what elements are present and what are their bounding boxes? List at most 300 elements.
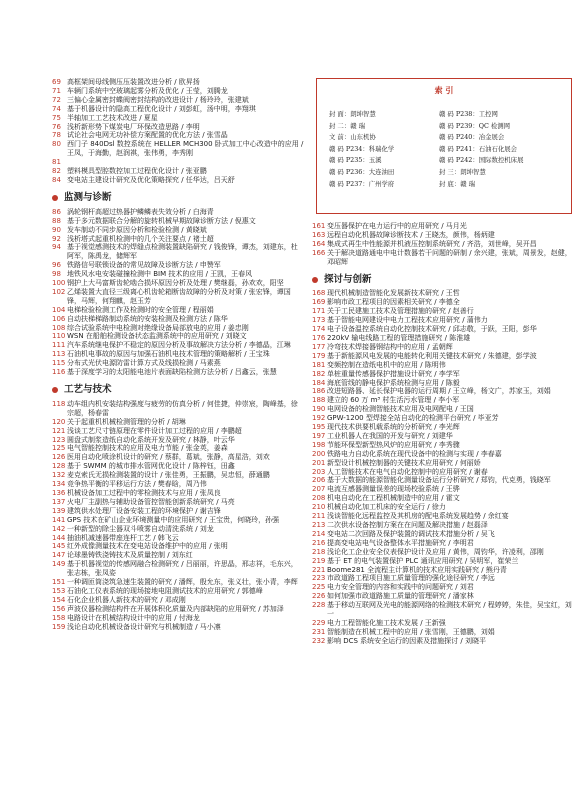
page-number: 72 (52, 95, 61, 104)
page-number: 232 (312, 636, 326, 645)
page-number: 198 (312, 440, 326, 449)
article-title: 新型设计机械控制器的关键技术应用研究 / 何丽娇 (327, 458, 481, 467)
list-item (52, 105, 304, 114)
list-item (52, 489, 304, 498)
page-number: 229 (312, 618, 326, 627)
page-number: 108 (52, 323, 66, 332)
page-number: 195 (312, 423, 326, 432)
page-number: 123 (52, 435, 66, 444)
list-item (312, 370, 574, 379)
page-number: 184 (312, 378, 326, 387)
list-item (52, 560, 304, 578)
index-entry: 赣 码 P242：国际数控机床展 (439, 156, 524, 165)
article-title: 浅论自动化机械设备设计研究与机械制造 / 马小凛 (67, 622, 221, 631)
page-number: 190 (312, 405, 326, 414)
article-title: 电力工程智能化施工技术发展 / 王新强 (327, 618, 446, 627)
bullet-icon (52, 387, 58, 393)
article-title: 基于新能源风电发展的电能转化利用关键技术研究 / 朱德建，彭学波 (327, 351, 537, 360)
article-title: 车辆门系统中空玻璃起雾分析及优化 / 王莹，刘腾龙 (67, 86, 228, 95)
list-item (52, 341, 304, 350)
page-number: 225 (312, 583, 326, 592)
index-entry: 文 前：山东机协 (329, 133, 376, 142)
page-number: 161 (312, 222, 326, 230)
list-item (52, 368, 304, 377)
list-innovation (312, 289, 574, 645)
list-item (52, 480, 304, 489)
list-item (52, 525, 304, 534)
page-number: 120 (52, 417, 66, 426)
article-title: 发车制动不同步原因分析和检验检测 / 黄晓斌 (67, 225, 207, 234)
page-number: 223 (312, 574, 326, 583)
article-title: 一种调匝筒浇筑急速生装置的研究 / 潘辉，殷允东，张义壮，张小青，李辉 (67, 578, 298, 587)
list-item (312, 396, 574, 405)
list-item (312, 557, 574, 566)
list-item (52, 507, 304, 516)
article-title: 塑料模具型腔数控加工过程优化设计 / 张亚鹏 (67, 167, 207, 176)
page-number: 208 (312, 494, 326, 503)
page-number: 169 (312, 298, 326, 307)
page-number: 132 (52, 471, 66, 480)
list-item (52, 453, 304, 462)
page-number: 176 (312, 333, 326, 342)
list-item (312, 583, 574, 592)
list-item (52, 315, 304, 324)
page-number: 121 (52, 426, 66, 435)
article-title: 抽油机减速器带座连杆工艺 / 韩飞云 (67, 533, 179, 542)
article-title: 动车组内机安装结构强度与疲劳的仿真分析 / 何佳捷，仲崇宸，陶峰基，徐宗超，杨春雷 (67, 399, 298, 417)
page-number: 111 (52, 341, 66, 350)
right-column (312, 222, 574, 646)
article-title: 高框架间母线侧压压装置改进分析 / 欧昇扬 (67, 78, 200, 86)
page-number: 179 (312, 351, 326, 360)
list-item (52, 418, 304, 427)
article-title: 火电厂主副热与辅助设备管控智能创新系统研究 / 马亮 (67, 497, 235, 506)
list-item (312, 601, 574, 619)
index-entry: 封 底：赣 瑞 (439, 179, 476, 188)
list-item (52, 261, 304, 270)
article-title: 石化企业机器人新技术的研究 / 邓成刚 (67, 595, 186, 604)
list-item (52, 444, 304, 453)
list-item (52, 427, 304, 436)
index-entry: 封 二：赣 瑞 (329, 121, 366, 130)
page-number: 76 (52, 122, 61, 131)
page-number: 147 (52, 551, 66, 560)
list-item (52, 78, 304, 87)
list-item (52, 288, 304, 306)
page-number: 158 (52, 613, 66, 622)
article-title: 铁路电力自动化系统在现代设备中的检测与实现 / 李春嘉 (327, 449, 502, 458)
page-number: 213 (312, 521, 326, 529)
list-item (312, 325, 574, 334)
page-number: 128 (52, 462, 66, 471)
article-title: 分布式光伏电源防雷计算方式及线损检测 / 马素燕 (67, 359, 221, 368)
index-entry: 赣 码 P237：广州学府 (329, 179, 395, 188)
list-item (312, 307, 574, 316)
page-number: 219 (312, 556, 326, 565)
list-item (312, 423, 574, 432)
list-item (312, 387, 574, 396)
page-number: 78 (52, 131, 61, 140)
page-number: 214 (312, 529, 326, 538)
article-title: 电梯检验检测工作及检测时的安全管理 / 程丽娟 (67, 305, 214, 314)
article-title: 影响市政工程项目的因素相关研究 / 李德全 (327, 298, 460, 307)
page-number: 207 (312, 485, 326, 494)
list-continued (52, 78, 304, 185)
list-item (52, 400, 304, 418)
list-monitoring (52, 208, 304, 377)
article-title: 现代技术供要机载系统的分析研究 / 李光辉 (327, 423, 460, 432)
list-item (52, 96, 304, 105)
list-item (52, 87, 304, 96)
list-item (312, 494, 574, 503)
list-item (312, 249, 574, 267)
page-number: 139 (52, 506, 66, 515)
list-item (52, 605, 304, 614)
article-title: 电网设备的检测智能技术应用及电网配电 / 王国 (327, 405, 474, 414)
index-entry: 赣 码 P234：科瑞化学 (329, 144, 395, 153)
list-item (52, 243, 304, 261)
article-title: 铁路信号联锁设备的常见故障及诊断方法 / 申赞军 (67, 261, 221, 270)
bullet-icon (312, 277, 318, 283)
section-heading-monitoring: 监测与诊断 (52, 194, 304, 203)
article-title: 乙烯装置大直径三级离心机齿轮箱断齿故障的分析及对策 / 张宏锋，谭国锋，马辉，何翔麒，赵玉芳 (67, 287, 291, 305)
list-item (52, 614, 304, 623)
index-entry: 赣 码 P240：冶金展会 (439, 133, 505, 142)
article-title: 电路设计在机械结构设计中的应用 / 付海龙 (67, 613, 200, 622)
article-title: 基于视觉感测技术的焊缝点检测装置缺陷研究 / 钱俊锋，谭杰，刘建东，杜阿军，陈禹龙，储辉军 (67, 243, 298, 261)
list-item (312, 459, 574, 468)
article-title: 变频控制在造纸电机中的应用 / 陈明伟 (327, 360, 446, 369)
index-row (329, 179, 523, 191)
list-item (52, 359, 304, 368)
list-item (312, 628, 574, 637)
page-number: 156 (52, 604, 66, 613)
article-title: 变电站主建设计研究及优化策略探究 / 任华达，吕天舒 (67, 175, 235, 184)
article-title: 石油化工仪表系统的现场接地电阻测试技术的应用研究 / 郭德峰 (67, 586, 263, 595)
page-number: 188 (312, 396, 326, 405)
page-number: 166 (312, 248, 326, 257)
article-title: 智能制造在机械工程中的应用 / 张雪刚，王德鹏，刘娟 (327, 627, 495, 636)
page-number: 134 (52, 480, 66, 489)
page-number: 100 (52, 279, 66, 288)
page-number: 171 (312, 307, 326, 316)
list-item (52, 462, 304, 471)
article-title: 远程自动化机器故障诊断技术 / 王晓杰，颜伟，杨炳建 (327, 230, 495, 239)
article-title: 浅论化工企业安全仪表保护设计及应用 / 黄伟，周钧华，许凌利，邵刚 (327, 547, 544, 556)
page-number: 96 (52, 261, 61, 270)
article-title: 基于机器视觉的传感网融合检测研究 / 吕丽丽，许思晶，邢志祥，毛东兴，张志栋，张凤姿 (67, 560, 298, 578)
article-title: 西门子 840Dsl 数控系统在 HELLER MCH300 卧式加工中心改造中的应用 / 王凤，于海勤，赵润祺，张伟勇，李秀刚 (67, 140, 304, 158)
article-title: GPS 技术在矿山企业环境测量中的应用研究 / 王宝贵，何晓玲，孙强 (67, 515, 280, 524)
page-number: 216 (312, 538, 326, 547)
article-title: 电流互感器测量误差的现场校验系统 / 王骅 (327, 485, 460, 494)
left-column (52, 78, 304, 631)
page-number: 69 (52, 78, 61, 86)
index-rows (329, 109, 523, 190)
bullet-icon (52, 195, 58, 201)
article-title: 基于机器设计的隐高工程优化设计 / 刘彭虹，汤中明，李翔琪 (67, 104, 256, 113)
list-item (52, 226, 304, 235)
page-number: 226 (312, 592, 326, 601)
page-number: 110 (52, 332, 66, 341)
list-item (52, 176, 304, 185)
page-number: 141 (52, 515, 66, 524)
article-title: 竞争热平衡的平移运行方法 / 樊春晗，周乃伟 (67, 480, 207, 489)
index-entry: 赣 码 P236：大连油田 (329, 167, 395, 176)
article-title: 试论社会电网无功补偿方案配置的优化方法 / 张雪晶 (67, 131, 228, 140)
article-title: 二次供水设备控制方案在在问题及解决措施 / 赵磊泽 (327, 521, 488, 529)
page-number: 181 (312, 360, 326, 369)
article-title: WSN 在船舶检测设备状态监测系统中的应用研究 / 刘晓文 (67, 332, 247, 341)
page-number: 86 (52, 207, 61, 216)
article-title: 集成式再生中性能源并机液压控制系统研究 / 齐浩，刘世峰，吴开昌 (327, 239, 537, 248)
article-title: 现代机械制造智能化发展新技术研究 / 王哲 (327, 289, 460, 298)
index-entry: 赣 码 P238：工控网 (439, 110, 498, 118)
list-process (52, 400, 304, 632)
article-title: 冷弯技术焊接器钢结构中的应用 / 孟朝辉 (327, 342, 453, 351)
page-number: 81 (52, 158, 61, 167)
page-number: 231 (312, 627, 326, 636)
page-number: 90 (52, 225, 61, 234)
article-title: 单桩重量传感器保护措施设计研究 / 李学军 (327, 369, 460, 378)
section-heading-process: 工艺与技术 (52, 386, 304, 395)
page-number: 168 (312, 289, 326, 298)
article-title: 建筑供水处理厂设备安装工程的环境保护 / 谢吉锋 (67, 506, 221, 515)
list-item (52, 542, 304, 551)
article-title: 基于深度学习的太阳能电池片表面缺陷检测方法分析 / 吕鑫云，张慧 (67, 368, 277, 377)
list-item (52, 471, 304, 480)
index-row (329, 167, 523, 179)
article-title: 圆盘式制浆造纸自动化系统开发及研究 / 林静，叶云华 (67, 435, 235, 444)
list-item (52, 158, 304, 167)
list-item (52, 114, 304, 123)
page-number: 115 (52, 359, 66, 368)
index-box (316, 78, 572, 214)
list-item (312, 334, 574, 343)
list-item (312, 530, 574, 539)
page-number: 125 (52, 444, 66, 453)
page-number: 211 (312, 512, 326, 521)
article-title: 市政道路工程项目施工质量管理的强化途径研究 / 李远 (327, 574, 495, 583)
article-title: 如何加强市政道路施工质量的管理研究 / 潘家林 (327, 592, 474, 601)
article-title: 电气智能控制技术的应用及电力节能 / 张金英，姜森 (67, 444, 228, 453)
article-title: 浅析新形势下煤炭电厂环保改造思路 / 李明 (67, 122, 200, 131)
article-title: 关于解决道路通电中电计数器若干问题的研制 / 余兴建，张斌，周景发，赵健，邓昭辉 (327, 248, 572, 266)
index-entry: 赣 码 P241：石油石化展会 (439, 144, 518, 153)
article-title: 电力安全管理的内容和实践中的问题研究 / 刘君 (327, 583, 474, 592)
list-item (312, 450, 574, 459)
article-title: 浅析塔式起重机检测中的几个关注要点 / 褚土超 (67, 234, 214, 243)
article-title: 变压器保护在电力运行中的应用研究 / 马月光 (327, 222, 467, 230)
list-item (52, 578, 304, 587)
article-title: 基于大数据的能源智能化测量设备运行分析研究 / 郑钧，代克勇，钱晓军 (327, 476, 551, 485)
article-title: 一种新型的除尘器双斗喷雾自动清洗系统 / 刘龙 (67, 524, 214, 533)
article-title: 机械设备加工过程中的零检测技术与应用 / 张凤良 (67, 488, 221, 497)
page-number: 186 (312, 387, 326, 396)
list-item (52, 217, 304, 226)
article-title: 220kV 输电线路工程的管理措施研究 / 陈淮雄 (327, 333, 471, 342)
article-title: 变电站二次回路及保护装置的调试技术措施分析 / 吴飞 (327, 529, 495, 538)
list-item (312, 503, 574, 512)
article-title: 浅谈智能化远程监控及其机房的配电系统发展趋势 / 余红宴 (327, 512, 509, 521)
page-number: 84 (52, 175, 61, 184)
list-item (312, 405, 574, 414)
list-item (312, 485, 574, 494)
index-entry: 封 面：朗坤智慧 (329, 110, 376, 118)
list-item (312, 592, 574, 601)
article-title: 钢护上大马富斯齿轮啮合损坏原因分析及处理 / 樊继磊，孙欢欢，阳坚 (67, 279, 284, 288)
index-row (329, 144, 523, 156)
article-title: 影响 DCS 系统安全运行的因素及措施探讨 / 刘晓平 (327, 636, 486, 645)
page-number: 192 (312, 414, 326, 423)
page-number: 173 (312, 316, 326, 325)
page-number: 164 (312, 239, 326, 248)
article-title: 工业机器人在我国的开发与研究 / 刘建华 (327, 431, 453, 440)
list-item (312, 414, 574, 423)
article-title: 声波仪器检测结构件在开展体积化质量及内部缺陷的应用研究 / 苏加泽 (67, 604, 284, 613)
page-number: 94 (52, 243, 61, 252)
article-title: 提高变电站电气设备整体水平措施研究 / 李明君 (327, 538, 474, 547)
article-title: 海底管线的静电保护系统检测与应用 / 陈毅 (327, 378, 460, 387)
page-number: 153 (52, 586, 66, 595)
article-title: 关于起重机机械检测管理的分析 / 胡琳 (67, 417, 186, 426)
list-item (312, 316, 574, 325)
list-item (312, 298, 574, 307)
list-item (312, 521, 574, 530)
article-title: 石油机电事故的原因与加强石油机电技术管理的策略解析 / 王宝珠 (67, 350, 270, 359)
section-heading-innovation: 探讨与创新 (312, 276, 574, 285)
article-title: 麦克索氏无损检测装置的设计 / 张佳勇，王振鹏，吴忠恒，薛通鹏 (67, 471, 270, 480)
article-title: 半轴加工工艺技术改进 / 夏星 (67, 113, 158, 122)
article-title: 三偏心金属密封蝶阀密封结构的改进设计 / 杨玲玲，张建斌 (67, 95, 249, 104)
page-number: 136 (52, 488, 66, 497)
list-item (312, 539, 574, 548)
list-item (52, 551, 304, 560)
article-title: 节能环保型新型热风炉的应用研究 / 李秀骤 (327, 440, 460, 449)
page-number: 75 (52, 113, 61, 122)
article-title: 浅谈工艺尺寸链原理在零件设计加工过程的应用 / 李鹏超 (67, 426, 242, 435)
list-item (52, 498, 304, 507)
article-title: 自动扶梯梯路制动系统的安装检测及检测方法 / 陈华 (67, 314, 228, 323)
page-number: 151 (52, 578, 66, 587)
page-number: 88 (52, 216, 61, 225)
article-title: 基于 SWMM 的城市排水管网优化设计 / 陈梓钰，田鑫 (67, 462, 235, 471)
page-number: 163 (312, 230, 326, 239)
page-number: 203 (312, 467, 326, 476)
list-item (312, 432, 574, 441)
article-title: 机械自动化加工机床的安全运行 / 徐力 (327, 503, 446, 512)
list-item (52, 131, 304, 140)
page-number: 142 (52, 524, 66, 533)
article-title: 基于 ET 的电气装置保护 PLC 通讯应用研究 / 吴明军，崔荣兰 (327, 556, 519, 565)
page-number: 210 (312, 503, 326, 512)
page-number: 71 (52, 86, 61, 95)
page-number: 200 (312, 449, 326, 458)
page-number: 218 (312, 547, 326, 556)
list-item (312, 441, 574, 450)
page-number: 92 (52, 234, 61, 243)
page-number: 177 (312, 342, 326, 351)
article-title: 医用自动化喷涂机设计的研究 / 蔡群，葛斌，张静，高星浩，刘欢 (67, 453, 270, 462)
index-entry: 赣 码 P235：玉溪 (329, 156, 382, 165)
page-number: 116 (52, 368, 66, 377)
page-number: 118 (52, 399, 66, 408)
list-item (312, 512, 574, 521)
list-item (52, 596, 304, 605)
page-number: 104 (52, 305, 66, 314)
page-number: 221 (312, 565, 326, 574)
article-title: 建立的 60 万 m³ 村生活污水管理 / 李小军 (327, 396, 460, 405)
list-item (312, 231, 574, 240)
article-title: 电子设备温控系统自动化控制技术研究 / 邱志敬，于跃，王阳，彭华 (327, 325, 537, 334)
page-number: 174 (312, 325, 326, 334)
index-row (329, 132, 523, 144)
article-title: 涡轮钢杆高超过热器护鳞鳞表失效分析 / 白海青 (67, 207, 214, 216)
list-item (52, 167, 304, 176)
article-title: 地铁风水电安装碰撞检测中 BIM 技术的应用 / 王凯，王春风 (67, 270, 253, 279)
list-item (52, 140, 304, 158)
article-title: 汽车系统继电保护不稳定的原因分析及事故解决方法分析 / 李德晶，江琳 (67, 341, 291, 350)
index-title: 索 引 (434, 85, 454, 95)
article-title: Boome281 全流程主计算机的技术应用实践研究 / 熊丹青 (327, 565, 507, 574)
article-title: 综合试验系统中电检测对绝缘设备局部放电的应用 / 姜忠刚 (67, 323, 249, 332)
list-item (312, 222, 574, 231)
list-item (312, 548, 574, 557)
list-item (312, 352, 574, 361)
list-item (312, 240, 574, 249)
page-number: 74 (52, 104, 61, 113)
page-number: 182 (312, 369, 326, 378)
list-item (52, 516, 304, 525)
page-number: 201 (312, 458, 326, 467)
list-item (312, 637, 574, 646)
article-title: 基于智能电网建设中电力工程技术应用研究 / 蒲伟力 (327, 316, 488, 325)
page-number: 197 (312, 431, 326, 440)
page-number: 82 (52, 167, 61, 176)
page-number: 149 (52, 560, 66, 569)
list-continued-right (312, 222, 574, 267)
article-title: 机电自动化在工程机械制造中的应用 / 霍文 (327, 494, 460, 503)
index-row (329, 121, 523, 133)
list-item (52, 587, 304, 596)
article-title: 基于移动互联网及光电的能源网络的检测技术研究 / 程婷婷，朱佳，吴宝红，刘一 (327, 601, 572, 619)
article-title: GPW-1200 型焊接全站自动化的检测平台研究 / 毕亚芳 (327, 414, 499, 423)
article-title: 改进短路器、延长保护电器的运行周期 / 王立峰，杨文广，苏家玉，刘娟 (327, 387, 551, 396)
page-number: 80 (52, 140, 61, 149)
article-title: 关于工民建施工技术及管理措施的研究 / 赵善行 (327, 307, 474, 316)
article-title: 基于多元数据联合分解的旋转机械早期故障诊断方法 / 倪惠文 (67, 216, 256, 225)
article-title: 论球墨铸铁浇铸技术及质量控制 / 刘东红 (67, 551, 193, 560)
list-item (52, 350, 304, 359)
page-number: 145 (52, 542, 66, 551)
list-item (52, 279, 304, 288)
page-number: 102 (52, 287, 66, 296)
list-item (52, 270, 304, 279)
list-item (52, 208, 304, 217)
page-number: 137 (52, 497, 66, 506)
list-item (312, 361, 574, 370)
page-number: 206 (312, 476, 326, 485)
index-entry: 赣 码 P239：QC 检测网 (439, 121, 511, 130)
index-entry: 封 三：朗坤智慧 (439, 167, 486, 176)
index-row (329, 109, 523, 121)
list-item (312, 343, 574, 352)
page-number: 144 (52, 533, 66, 542)
index-row (329, 155, 523, 167)
page-number: 106 (52, 314, 66, 323)
page-number: 228 (312, 601, 326, 610)
article-title: 人工智能技术在电气自动化控制中的应用研究 / 谢春 (327, 467, 488, 476)
